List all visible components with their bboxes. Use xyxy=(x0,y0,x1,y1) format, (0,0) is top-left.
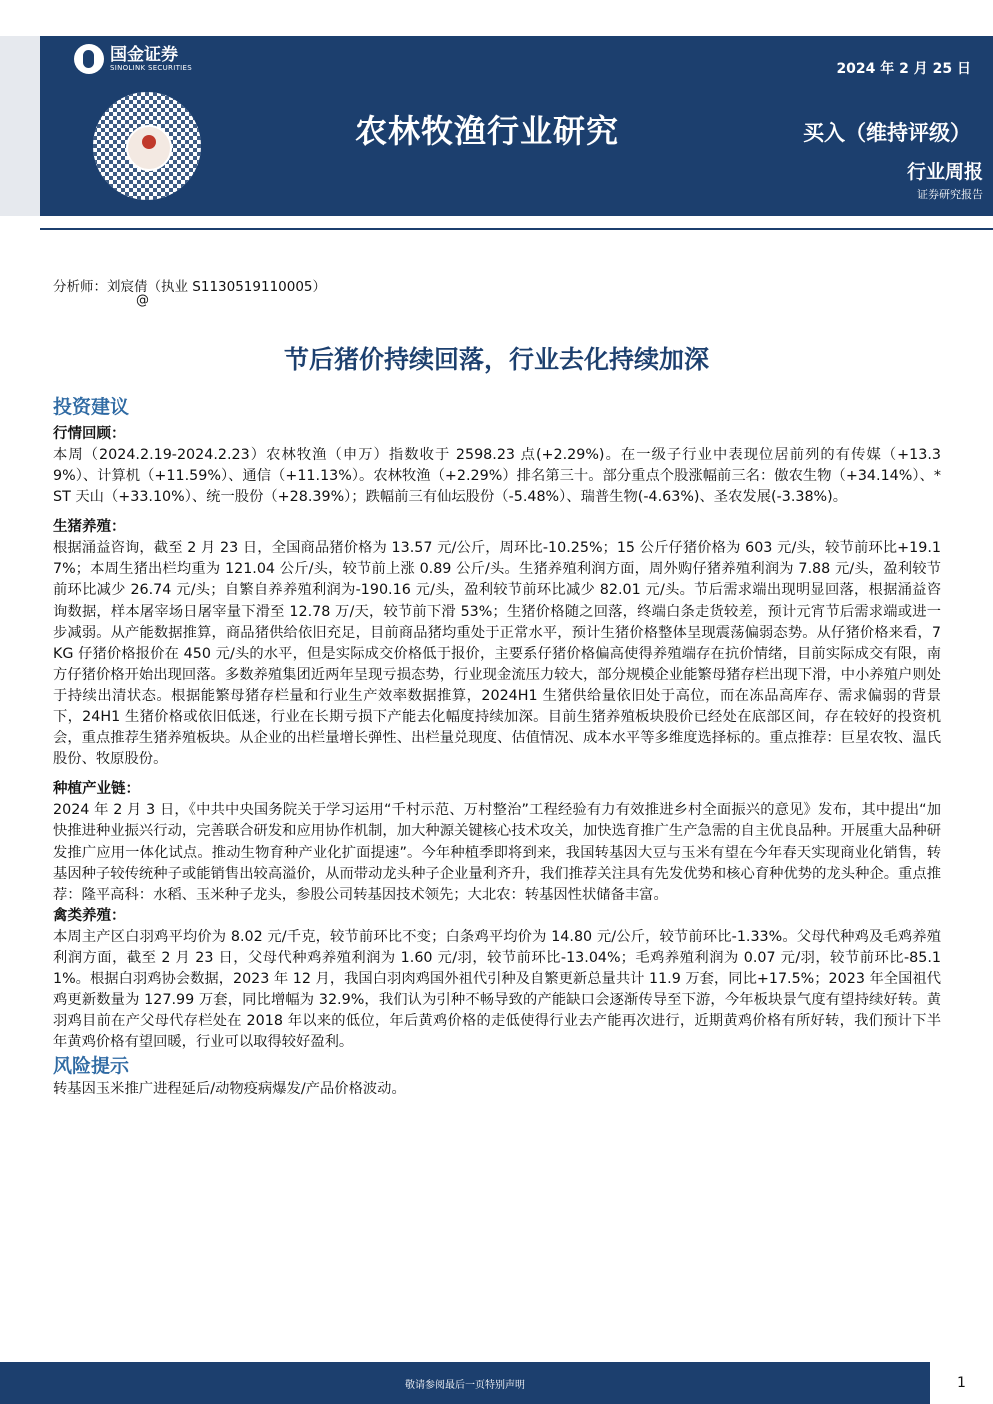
report-body xyxy=(53,394,941,1100)
paragraph-hog: 根据涌益咨询，截至 2 月 23 日，全国商品猪价格为 13.57 元/公斤，周环比-10.25%；15 公斤仔猪价格为 603 元/头，较节前环比+19.17%；本周生猪出栏均重为 121.04 公斤/头，较节前上涨 0.89 公斤/头。生猪养殖利润方面，周外购仔猪养殖利润为 7.88 元/头，盈利较节前环比减少 26.74 元/头；自繁自养养殖利润为-190.16 元/头，盈利较节前环比减少 82.01 元/头。节后需求端出现明显回落，根据涌益咨询数据，样本屠宰场日屠宰量下滑至 12.78 万/天，较节前下滑 53%；生猪价格随之回落，终端白条走货较差，预计元宵节后需求端或进一步减弱。从产能数据推算，商品猪供给依旧充足，目前商品猪均重处于正常水平，预计生猪价格整体呈现震荡偏弱态势。从仔猪价格来看，7KG 仔猪价格报价在 450 元/头的水平，但是实际成交价格低于报价，主要系仔猪价格偏高使得养殖端存在抗价情绪，目前实际成交有限，南方仔猪价格开始出现回落。多数养殖集团近两年呈现亏损态势，行业现金流压力较大，部分规模企业能繁母猪存栏出现下滑，中小养殖户则处于持续出清状态。根据能繁母猪存栏量和行业生产效率数据推算，2024H1 生猪供给量依旧处于高位，而在冻品高库存、需求偏弱的背景下，24H1 生猪价格或依旧低迷，行业在长期亏损下产能去化幅度持续加深。目前生猪养殖板块股价已经处在底部区间，存在较好的投资机会，重点推荐生猪养殖板块。从企业的出栏量增长弹性、出栏量兑现度、估值情况、成本水平等多维度选择标的。重点推荐：巨星农牧、温氏股份、牧原股份。 xyxy=(53,540,941,768)
report-subtype: 证券研究报告 xyxy=(917,188,983,201)
header-side-shade xyxy=(0,36,40,216)
paragraph-planting: 2024 年 2 月 3 日，《中共中央国务院关于学习运用“千村示范、万村整治”工程经验有力有效推进乡村全面振兴的意见》发布，其中提出“加快推进种业振兴行动，完善联合研发和应用协作机制，加大种源关键核心技术攻关，加快选育推广生产急需的自主优良品种。开展重大品种研发推广应用一体化试点。推动生物育种产业化扩面提速”。今年种植季即将到来，我国转基因大豆与玉米有望在今年春天实现商业化销售，转基因种子较传统种子或能销售出较高溢价，从而带动龙头种子企业量利齐升，我们推荐关注具有先发优势和核心育种优势的龙头种企。重点推荐：隆平高科：水稻、玉米种子龙头，参股公司转基因技术领先；大北农：转基因性状储备丰富。 xyxy=(53,802,941,903)
paragraph-market-review: 本周（2024.2.19-2024.2.23）农林牧渔（申万）指数收于 2598.23 点(+2.29%)。在一级子行业中表现位居前列的有传媒（+13.39%）、计算机（+11.59%）、通信（+11.13%）。农林牧渔（+2.29%）排名第三十。部分重点个股涨幅前三名：傲农生物（+34.14%）、*ST 天山（+33.10%）、统一股份（+28.39%）；跌幅前三有仙坛股份（-5.48%）、瑞普生物(-4.63%)、圣农发展(-3.38%)。 xyxy=(53,447,941,506)
footer-disclaimer: 敬请参阅最后一页特别声明 xyxy=(405,1380,525,1391)
industry-title: 农林牧渔行业研究 xyxy=(355,112,620,150)
header-divider xyxy=(40,228,993,230)
section-heading-investment: 投资建议 xyxy=(53,396,130,418)
analyst-email: @ xyxy=(136,293,149,308)
page-number: 1 xyxy=(957,1375,966,1391)
report-date: 2024 年 2 月 25 日 xyxy=(836,61,971,77)
analyst-info: 分析师：刘宸倩（执业 S1130519110005） xyxy=(53,279,327,295)
report-type: 行业周报 xyxy=(906,161,983,183)
logo-name-en: SINOLINK SECURITIES xyxy=(110,63,192,72)
subheading-poultry: 禽类养殖： xyxy=(53,907,126,924)
report-title: 节后猪价持续回落，行业去化持续加深 xyxy=(283,345,709,374)
subheading-market-review: 行情回顾： xyxy=(53,426,126,442)
subheading-planting: 种植产业链： xyxy=(53,781,140,798)
logo-name-cn: 国金证券 xyxy=(110,44,178,65)
paragraph-risk: 转基因玉米推广进程延后/动物疫病爆发/产品价格波动。 xyxy=(53,1081,406,1098)
paragraph-poultry: 本周主产区白羽鸡平均价为 8.02 元/千克，较节前环比不变；白条鸡平均价为 14.80 元/公斤，较节前环比-1.33%。父母代种鸡及毛鸡养殖利润方面，截至 2 月 23 日，父母代种鸡养殖利润为 1.60 元/羽，较节前环比-13.04%；毛鸡养殖利润为 0.07 元/羽，较节前环比-85.11%。根据白羽鸡协会数据，2023 年 12 月，我国白羽肉鸡国外祖代引种及自繁更新总量共计 11.9 万套，同比+17.5%；2023 年全国祖代鸡更新数量为 127.99 万套，同比增幅为 32.9%，我们认为引种不畅导致的产能缺口会逐渐传导至下游，今年板块景气度有望持续好转。黄羽鸡目前在产父母代存栏处在 2018 年以来的低位，年后黄鸡价格的走低使得行业去产能再次进行，近期黄鸡价格有所好转，我们预计下半年黄鸡价格有望回暖，行业可以取得较好盈利。 xyxy=(53,928,941,1051)
qr-center-badge xyxy=(126,125,172,171)
subheading-hog: 生猪养殖： xyxy=(53,519,126,536)
qr-code-icon xyxy=(93,92,201,200)
section-heading-risk: 风险提示 xyxy=(53,1055,130,1078)
rating-label: 买入（维持评级） xyxy=(803,121,971,145)
logo-icon xyxy=(74,44,104,74)
company-logo xyxy=(74,44,192,74)
